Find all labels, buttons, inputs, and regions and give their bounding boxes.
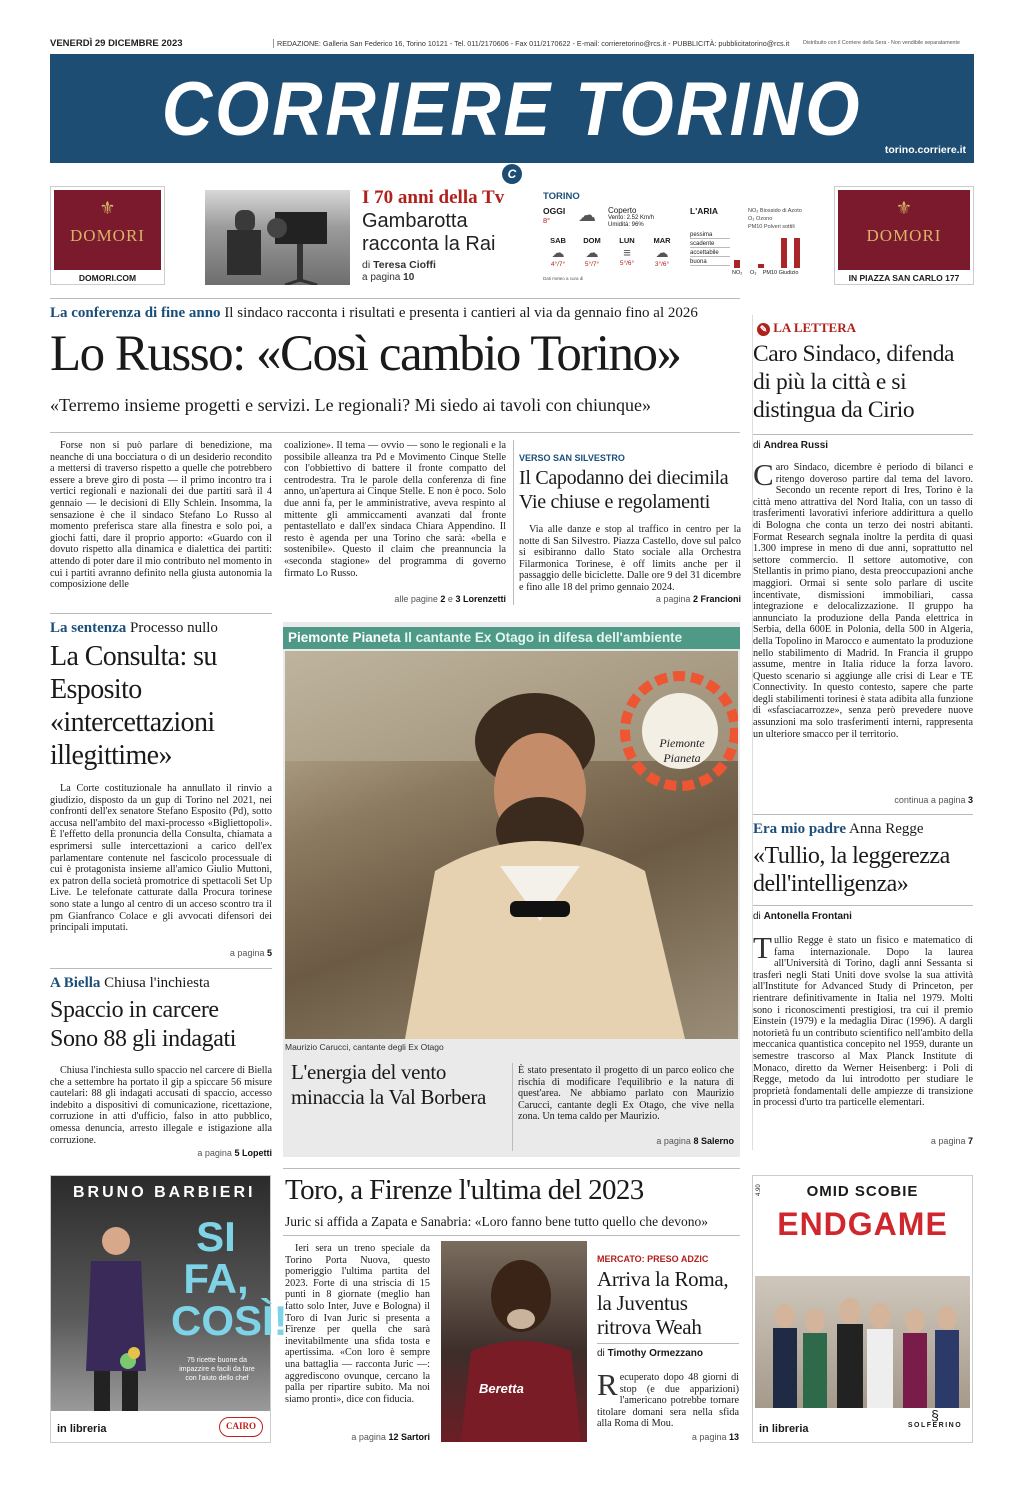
ref-label: alle pagine [394,594,438,604]
page-number: 10 [403,272,415,283]
barbieri-cover [51,1176,288,1411]
consulta-body: La Corte costituzionale ha annullato il rinvio a giudizio, disposto da un gup di Torino nel 2021, nei confronti dell'ex senatore Stefano Esposito (Pd), sotto accusa nell'ambito del maxi-processo «Bigliettopoli». È l'effetto della pronuncia della Consulta, chiamata a esprimersi sulle intercettazioni a carico dell'ex parlamentare contenute nel fascicolo processuale di cui è protagonista insieme all'amico Giulio Muttoni, ex patron della società promotrice di spettacoli Set Up Live. Le telefonate catturate dalla Procura torinese sono state a lungo al centro di un acceso scontro tra il pm Gianfranco Colace e gli avvocati difensori dei principali imputati. [50,783,272,934]
drop-cap: C [753,457,774,492]
ref-author: Francioni [700,594,741,604]
byline-by: di [753,440,761,451]
carucci-photo [285,651,738,1039]
ref-page: 2 [440,594,446,604]
divider [283,1235,740,1236]
endgame-tag: in libreria [759,1423,809,1435]
weather-day-2 [577,236,607,268]
barbieri-title: SI FA, COSÌ! [171,1213,288,1344]
ref-page: 2 [692,594,698,604]
promo-author: Teresa Cioffi [373,259,436,271]
pianeta-title[interactable]: L'energia del vento minaccia la Val Borbera [291,1060,487,1109]
divider [50,298,740,299]
weather-day-4 [647,236,677,268]
domori-panel [54,190,161,270]
lettera-title[interactable]: Caro Sindaco, difenda di più la città e si distingua da Cirio [753,341,955,423]
biella-body: Chiusa l'inchiesta sullo spaccio nel carcere di Biella che a settembre ha portato il gip a spiccare 56 misure cautelari: 88 gli indagati accusati di spaccio, accesso indebito a dispositivi di comunicazione, ricettazione, corruzione in atti d'ufficio, falso in atto pubblico, omessa denuncia, arresto illegale e istigazione alla corruzione. [50,1065,272,1146]
toro-body: Ieri sera un treno speciale da Torino Porta Nuova, questo pomeriggio l'ultima partita del 2023. Forte di una striscia di 15 punti in 8 giornate (meglio han fatto solo Inter, Juve e Bologna) il Toro di Ivan Juric si presenta a Firenze per quella che sarà inevitabilmente una sfida tosta e apertissima. «Con loro è sempre una battaglia — racconta Juric —: aggrediscono ovunque, cercano la palla per ripartire subito. Ma noi siamo pronti», dice con fiducia. [285,1243,430,1405]
player-figure [441,1241,587,1442]
weather-city: TORINO [543,191,580,202]
royals-photo [755,1276,970,1408]
promo-title[interactable]: Gambarotta racconta la Rai [362,210,496,255]
ref-page: 8 [693,1136,699,1146]
consulta-kicker: La sentenza [50,620,127,636]
air-legend-pm10: PM10 Polveri sottili [748,224,795,230]
drop-cap: R [597,1367,618,1402]
endgame-title: ENDGAME [777,1206,948,1242]
promo-byline [362,259,436,271]
endgame-author: OMID SCOBIE [806,1183,919,1200]
lead-col-1: Forse non si può parlare di benedizione, ma neanche di una bocciatura o di un desiderio recondito a mettersi di traverso rispetto a quelle che potrebbero essere a breve giro di posta — il primo incontro tra i vertici regionali e nazionali dei due partiti sarà il 4 gennaio — le decisioni di Elly Schlein. Insomma, la sensazione è che il sindaco Stefano Lo Russo al momento preferisca stare alla finestra e solo poi, a giochi fatti, dare il proprio apporto: «Guardo con il dovuto rispetto alla dinamica e dialettica dei partiti: attendo di poter dare il mio contributo nel momento in cui i partiti avranno definito nella giusta autonomia la composizione delle [50,440,272,591]
regge-kicker: Era mio padre [753,821,847,837]
weather-wind: Vento: 2.52 Km/h [608,215,655,221]
regge-body: ullio Regge è stato un fisico e matematico di fama internazionale. Dopo la laurea all'Università di Torino, dagli anni Sessanta si trasferì negli Stati Uniti dove svolse la sua attività all'Institute for Advanced Study di Princeton, per rientrare definitivamente in Italia nel 1979. Molti sono i riconoscimenti prestigiosi, tra cui il premio Einstein (1979) e la medaglia Dirac (1996). A dargli notorietà fu un contributo scientifico nell'ambito della meccanica quantistica concepito nel 1959, durante un semestre trascorso al Max Planck Institute di Monaco, diretto da Werner Heisenberg: i Poli di Regge, metodo da lui introdotto per studiare le proprietà fondamentali delle ampiezze di transizione in processi d'urto tra particelle elementari. [753,935,973,1109]
band-title: Piemonte Pianeta [288,630,401,645]
ref-page: 12 [388,1432,399,1442]
lead-kicker-line [50,305,740,322]
lead-subtitle: «Terremo insieme progetti e servizi. Le regionali? Mi siedo ai tavoli con chiunque» [50,395,652,415]
toro-subtitle: Juric si affida a Zapata e Sanabria: «Loro fanno bene tutto quello che devono» [285,1214,708,1229]
fleur-icon: ⚜ [895,198,913,218]
date: VENERDÌ 29 DICEMBRE 2023 [50,38,183,49]
ref-label: a pagina [655,594,691,604]
weather-humidity: Umidità: 96% [608,222,644,228]
capodanno-title[interactable]: Il Capodanno dei diecimila Vie chiuse e regolamenti [519,467,729,513]
barbieri-tag: in libreria [57,1423,107,1435]
regge-author: Antonella Frontani [763,911,852,922]
domori-ad-left[interactable] [50,186,165,285]
x-label: PM10 Giudizio [762,270,799,276]
weather-today: OGGI [543,206,566,216]
biella-title[interactable]: Spaccio in carcere Sono 88 gli indagati [50,997,236,1052]
pianeta-band [283,627,740,649]
byline-by: di [597,1348,605,1359]
air-widget [688,188,816,285]
ref-label: a pagina [691,1432,727,1442]
ref-label: a pagina [197,1148,232,1158]
promo-kicker: I 70 anni della Tv [362,187,505,208]
distribution-note: Distribuito con il Corriere della Sera - Non vendibile separatamente [803,40,960,46]
biella-kicker-line [50,975,210,992]
divider [50,968,272,969]
masthead-title: CORRIERE TORINO [161,67,863,152]
drop-cap: T [753,930,772,965]
band-subtitle: Il cantante Ex Otago in difesa dell'ambiente [404,630,683,645]
air-title: L'ARIA [690,206,718,216]
cloud-icon: ☁ [551,245,565,260]
weather-widget [540,188,680,285]
jersey-sponsor: Beretta [479,1381,524,1396]
byline-by: di [753,911,761,922]
barbieri-sub: 75 ricette buone da impazzire e facili da fare con l'aiuto dello chef [179,1357,255,1382]
consulta-kicker-rest: Processo nullo [130,620,218,636]
fleur-icon: ⚜ [99,198,116,218]
consulta-kicker-line [50,620,218,637]
juve-ref[interactable] [597,1432,739,1442]
masthead [50,54,974,163]
consulta-title[interactable]: La Consulta: su Esposito «intercettazioni illegittime» [50,641,217,771]
juve-author: Timothy Ormezzano [607,1348,703,1359]
weather-day-3 [612,236,642,267]
capodanno-kicker: VERSO SAN SILVESTRO [519,453,625,463]
solferino-logo [901,1408,969,1429]
domori-ad-right[interactable] [834,186,974,285]
ref-label: continua a pagina [894,795,966,805]
lead-ref[interactable] [284,594,506,604]
divider [753,814,973,815]
domori-logo: DOMORI [70,226,145,245]
x-label: NO₂ [732,270,743,276]
divider [753,434,973,435]
fog-icon: ≡ [623,245,631,260]
lead-col-2: coalizione». Il tema — ovvio — sono le regionali e la possibile alleanza tra Pd e Movimento Cinque Stelle con l'obbiettivo di battere il fronte compatto del centrodestra. Tra le parole della conferenza di fine anno, un'apertura ai Cinque Stelle. E non è poco. Solo due anni fa, per le amministrative, aveva respinto al mittente gli ammiccamenti avanzati dal fronte pentastellato e dall'ex sindaca Chiara Appendino. Il resto è agenda per una Torino che sarà: «bella e sostenibile». Questo il claim che preannuncia la «seconda stagione» del programma di governo firmato Lo Russo. [284,440,506,579]
divider [283,1168,740,1169]
cloud-icon: ☁ [585,245,599,260]
divider [50,432,740,433]
corriere-badge-icon: C [502,164,522,184]
day-temp: 3°/6° [654,261,670,268]
cloud-icon: ☁ [578,205,596,225]
lead-title[interactable]: Lo Russo: «Così cambio Torino» [50,326,681,382]
domori-address: IN PIAZZA SAN CARLO 177 [848,273,960,283]
ref-and: e [447,594,453,604]
lettera-ref[interactable] [753,795,973,805]
weather-credit: Dati meteo a cura di [543,276,584,281]
endgame-price: 4.90 [756,1184,762,1196]
regge-byline [753,911,852,922]
domori-logo: DOMORI [866,226,942,245]
ref-page: 3 [967,795,973,805]
solferino-icon: § [931,1407,939,1423]
day-temp: 5°/6° [619,260,635,267]
juve-kicker: MERCATO: PRESO ADZIC [597,1254,709,1264]
byline-by: di [362,259,371,271]
pianeta-ref[interactable] [518,1136,734,1146]
lettera-byline [753,440,828,451]
biella-kicker-rest: Chiusa l'inchiesta [104,975,210,991]
royals-figures [755,1276,970,1408]
barbieri-author: BRUNO BARBIERI [73,1184,256,1201]
juve-body-wrap [597,1367,739,1430]
biella-ref[interactable] [50,1148,272,1158]
ref-page: 5 [234,1148,240,1158]
air-bar-judgement [794,238,800,268]
capodanno-ref[interactable] [519,594,741,604]
toro-ref[interactable] [285,1432,430,1442]
day-name: MAR [653,236,671,245]
masthead-url[interactable]: torino.corriere.it [884,144,966,156]
regge-title[interactable]: «Tullio, la leggerezza dell'intelligenza» [753,843,950,897]
air-bar-no2 [734,260,740,268]
photo-caption: Maurizio Carucci, cantante degli Ex Otago [285,1042,444,1052]
solferino-name: SOLFERINO [907,1422,963,1429]
lettera-body-wrap [753,457,973,740]
endgame-ad[interactable] [752,1175,973,1443]
tv-camera-drawing [205,190,350,285]
domori-url: DOMORI.COM [78,273,137,283]
day-name: DOM [583,236,601,245]
pianeta-logo: Piemonte Pianeta [659,736,705,765]
tv-camera-photo [205,190,350,285]
air-level-2: scadente [690,241,730,248]
ref-label: a pagina [229,948,265,958]
ref-author: Salerno [700,1136,734,1146]
air-level-4: buona [690,259,730,266]
air-bar-pm10 [781,238,787,268]
carucci-figure [285,651,738,1039]
toro-title[interactable]: Toro, a Firenze l'ultima del 2023 [285,1174,644,1206]
lead-kicker-rest: Il sindaco racconta i risultati e presenta i cantieri al via da gennaio fino al 2026 [224,305,698,321]
biella-kicker: A Biella [50,975,101,991]
juve-byline [597,1348,703,1359]
air-level-1: pessima [690,232,730,239]
regge-kicker-rest: Anna Regge [849,821,924,837]
lead-kicker: La conferenza di fine anno [50,305,221,321]
day-name: SAB [550,236,566,245]
page-label: a pagina [362,272,401,283]
ref-author: Lorenzetti [462,594,506,604]
redazione: REDAZIONE: Galleria San Federico 16, Torino 10121 - Tel. 011/2170606 - Fax 011/2170622 - E-mail: corrieretorino@rcs.it - PUBBLICITÀ: pubblicitatorino@rcs.it [273,39,789,48]
pianeta-body: È stato presentato il progetto di un parco eolico che rischia di modificare l'equilibrio e la natura di quest'area. Ne abbiamo parlato con Maurizio Carucci, cantante degli Ex Otago, che vive nella zona. Un tema caldo per Maurizio. [518,1065,734,1123]
air-legend-no2: NO₂ Biossido di Azoto [748,208,802,214]
air-bar-o3 [758,264,764,268]
day-name: LUN [619,236,635,245]
juve-body: ecuperato dopo 48 giorni di stop (e due apparizioni) l'americano potrebbe tornare titolare domani sera nella sfida alla Roma di Mou. [597,1372,739,1430]
x-label: O₃ [750,270,757,276]
weather-cond: Coperto [608,206,637,215]
pen-icon: ✎ [757,323,770,336]
ref-page: 5 [266,948,272,958]
ref-label: a pagina [656,1136,691,1146]
domori-panel [838,190,970,270]
ref-author: Sartori [400,1432,430,1442]
regge-kicker-line [753,821,924,838]
lettera-body: aro Sindaco, dicembre è periodo di bilanci e ritengo doveroso partire dal tema del lavoro. Secondo un recente report di Ires, Torino è la città meno attrattiva del Nord Italia, con un tasso di trasferimenti lavorativi inferiore addirittura a quello di Bologna che conta un terzo dei nostri abitanti. Format Research segnala inoltre la perdita di quasi 1.300 imprese in meno di due anni, soprattutto nel settore commercio. Il settore automotive, con Stellantis in primo piano, desta preoccupazioni anche maggiori. Ormai si sente solo parlare di uscite incentivate, dismissioni immobiliari, cassa integrazione e delocalizzazione. Il gruppo ha annunciato la produzione della Panda elettrica in Serbia, della 600E in Polonia, della 500 in Algeria, della Topolino in Marocco e aumentato la produzione nello stabilimento di Madrid. In Francia il gruppo assume, mentre in Italia riduce la forza lavoro. Questo scenario si aggiunge alle crisi di Lear e TE Connectivity. In questo contesto, sapere che parte degli stabilimenti torinesi è stata adibita alla funzione di «sfasciacarrozze», senza però prevedere nuove assunzioni ma solo trasferimenti interni, rappresenta un ulteriore smacco per il territorio. [753,462,973,740]
promo-page [362,272,414,283]
ref-label: a pagina [351,1432,386,1442]
divider [50,613,272,614]
lettera-kicker-line [757,320,856,336]
cloud-icon: ☁ [655,245,669,260]
capodanno-body: Via alle danze e stop al traffico in centro per la notte di San Silvestro. Piazza Castello, dove sul palco si esibiranno dallo Stato sociale alla Orchestra Filarmonica Torinese, è off limits anche per il passaggio delle biciclette. Dalle ore 9 del 31 dicembre e fino alle 18 del primo gennaio 2024. [519,524,741,593]
ref-author: Lopetti [242,1148,272,1158]
air-level-3: accettabile [690,250,730,257]
divider [513,440,514,605]
day-temp: 5°/7° [584,261,600,268]
ref-page: 13 [728,1432,739,1442]
regge-body-wrap [753,930,973,1109]
chef-figure [76,1221,156,1411]
divider [753,905,973,906]
toro-player-photo [441,1241,587,1442]
ref-page: 3 [455,594,461,604]
air-x-labels [732,270,798,276]
air-legend-o3: O₃ Ozono [748,216,773,222]
day-temp: 4°/7° [550,261,566,268]
cairo-logo: CAIRO [219,1417,263,1437]
ref-label: a pagina [930,1136,966,1146]
lettera-kicker: LA LETTERA [773,320,856,335]
ref-page: 7 [967,1136,973,1146]
divider [512,1063,513,1151]
divider [597,1343,739,1344]
weather-today-temp: 8° [543,216,551,225]
consulta-ref[interactable] [50,948,272,958]
weather-day-1 [543,236,573,268]
lettera-author: Andrea Russi [763,440,829,451]
barbieri-ad[interactable] [50,1175,288,1443]
regge-ref[interactable] [753,1136,973,1146]
juve-title[interactable]: Arriva la Roma, la Juventus ritrova Weah [597,1267,729,1339]
